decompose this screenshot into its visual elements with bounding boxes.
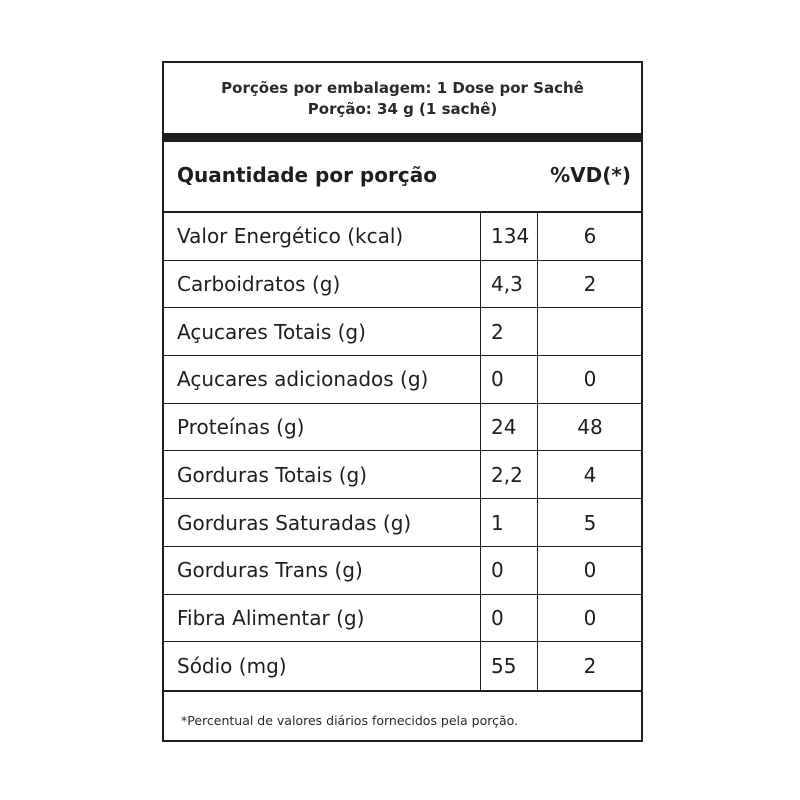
nutrient-daily-value: 5 (583, 510, 597, 535)
nutrient-amount: 0 (491, 558, 504, 583)
table-row (164, 261, 641, 309)
nutrient-amount: 1 (491, 510, 504, 535)
nutrient-daily-value: 2 (583, 654, 597, 679)
table-heading (164, 142, 641, 211)
table-row (164, 499, 641, 547)
nutrient-name: Proteínas (g) (177, 415, 305, 440)
nutrient-amount: 0 (491, 605, 504, 630)
table-row (164, 547, 641, 595)
nutrient-name: Sódio (mg) (177, 654, 287, 679)
nutrient-daily-value: 4 (583, 462, 597, 487)
nutrient-daily-value: 6 (583, 224, 597, 249)
column-divider-dv (537, 213, 538, 690)
nutrient-daily-value (537, 308, 643, 355)
daily-value-heading: %VD(*) (550, 163, 631, 187)
nutrient-name: Gorduras Saturadas (g) (177, 510, 412, 535)
nutrient-amount: 2,2 (491, 462, 523, 487)
serving-size: Porção: 34 g (1 sachê) (307, 100, 498, 118)
nutrient-name: Açucares adicionados (g) (177, 367, 429, 392)
serving-info (164, 63, 641, 134)
nutrient-amount: 55 (491, 654, 517, 679)
table-row (164, 308, 641, 356)
nutrient-name: Carboidratos (g) (177, 272, 341, 297)
footnote: *Percentual de valores diários fornecidos pela porção. (181, 713, 519, 728)
nutrient-name: Valor Energético (kcal) (177, 224, 404, 249)
nutrient-daily-value: 48 (577, 415, 603, 440)
nutrition-facts-label (162, 61, 643, 742)
nutrient-name: Gorduras Trans (g) (177, 558, 363, 583)
nutrient-name: Fibra Alimentar (g) (177, 605, 365, 630)
table-row (164, 642, 641, 690)
nutrient-daily-value: 0 (583, 367, 597, 392)
nutrient-name: Açucares Totais (g) (177, 319, 366, 344)
footer-divider (164, 690, 641, 692)
nutrient-daily-value: 0 (583, 558, 597, 583)
nutrient-table (164, 213, 641, 690)
servings-per-package: Porções por embalagem: 1 Dose por Sachê (221, 79, 584, 97)
nutrient-amount: 4,3 (491, 272, 523, 297)
nutrient-amount: 134 (491, 224, 530, 249)
column-divider-amount (480, 213, 481, 690)
nutrient-amount: 0 (491, 367, 504, 392)
table-row (164, 404, 641, 452)
quantity-per-serving-heading: Quantidade por porção (177, 163, 437, 187)
nutrient-name: Gorduras Totais (g) (177, 462, 368, 487)
nutrient-amount: 24 (491, 415, 517, 440)
nutrient-amount: 2 (491, 319, 504, 344)
table-row (164, 595, 641, 643)
nutrient-daily-value: 0 (583, 605, 597, 630)
nutrient-daily-value: 2 (583, 272, 597, 297)
table-row (164, 356, 641, 404)
table-row (164, 452, 641, 500)
thick-divider (164, 133, 641, 142)
table-row (164, 213, 641, 261)
